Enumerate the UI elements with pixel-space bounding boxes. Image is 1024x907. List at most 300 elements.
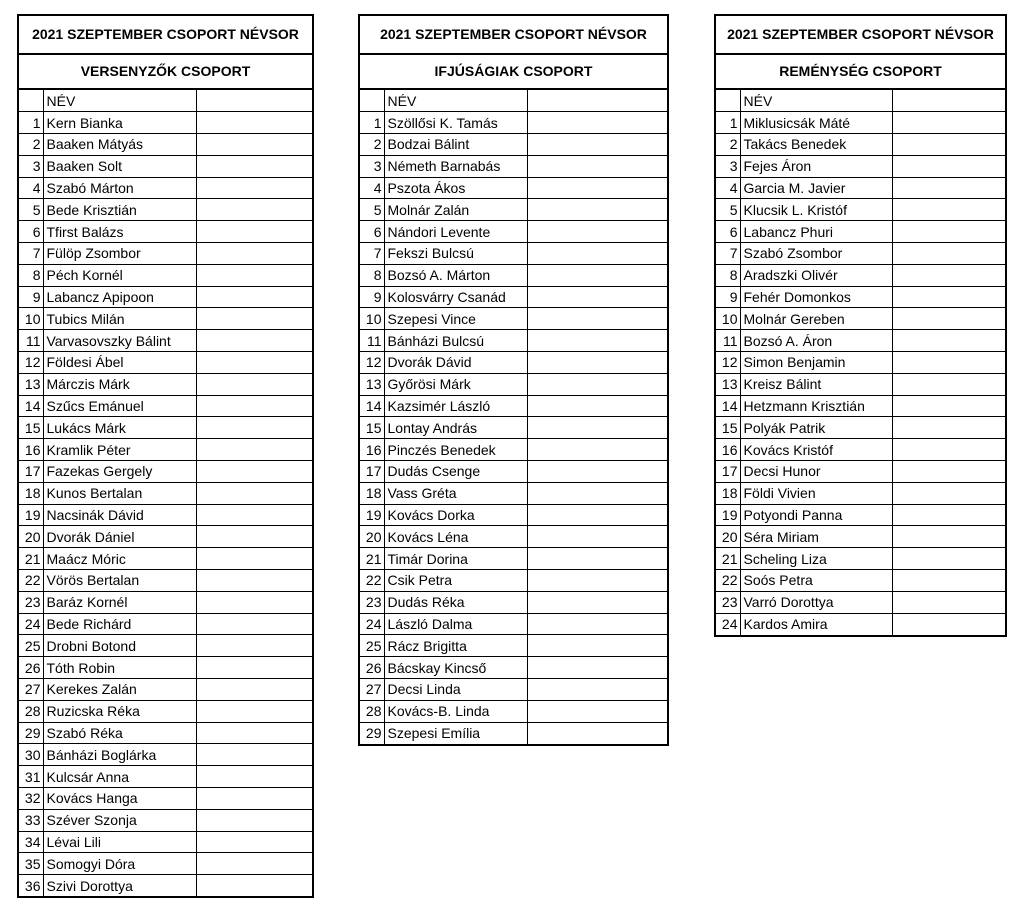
member-name: Széver Szonja <box>43 809 196 831</box>
table-row <box>716 330 1005 352</box>
member-name: Baaken Solt <box>43 155 196 177</box>
row-number: 20 <box>19 526 43 548</box>
blank-column-cell <box>892 155 1005 177</box>
blank-column-cell <box>196 461 312 483</box>
blank-column-cell <box>892 548 1005 570</box>
row-number: 20 <box>360 526 384 548</box>
row-number: 10 <box>360 308 384 330</box>
blank-column-cell <box>527 221 667 243</box>
member-name: Pinczés Benedek <box>384 439 527 461</box>
row-number: 27 <box>19 679 43 701</box>
table-row <box>360 199 667 221</box>
member-name: Bodzai Bálint <box>384 134 527 156</box>
blank-column-cell <box>196 330 312 352</box>
blank-column-cell <box>196 395 312 417</box>
member-name: Fehér Domonkos <box>740 286 892 308</box>
row-number: 6 <box>360 221 384 243</box>
roster-table-remenyseg <box>714 14 1007 637</box>
table-row <box>19 722 312 744</box>
blank-column-cell <box>892 352 1005 374</box>
row-number: 18 <box>716 482 740 504</box>
row-number: 20 <box>716 526 740 548</box>
row-number: 19 <box>716 504 740 526</box>
blank-column-cell <box>196 504 312 526</box>
row-number: 9 <box>360 286 384 308</box>
row-number: 13 <box>360 373 384 395</box>
blank-column-cell <box>527 155 667 177</box>
table-row <box>19 766 312 788</box>
table-row <box>19 570 312 592</box>
member-name: Kolosvárry Csanád <box>384 286 527 308</box>
row-number: 14 <box>19 395 43 417</box>
row-number: 25 <box>360 635 384 657</box>
name-column-header: NÉV <box>43 90 196 112</box>
member-name: Kerekes Zalán <box>43 679 196 701</box>
blank-column-cell <box>527 243 667 265</box>
table-row <box>19 264 312 286</box>
table-row <box>19 744 312 766</box>
member-name: Garcia M. Javier <box>740 177 892 199</box>
table-row <box>716 482 1005 504</box>
blank-column-cell <box>892 177 1005 199</box>
member-name: Bácskay Kincső <box>384 657 527 679</box>
row-number: 31 <box>19 766 43 788</box>
member-name: Dudás Réka <box>384 591 527 613</box>
blank-column-cell <box>196 635 312 657</box>
row-number: 17 <box>19 461 43 483</box>
member-name: Molnár Zalán <box>384 199 527 221</box>
member-name: Kazsimér László <box>384 395 527 417</box>
blank-column-cell <box>196 722 312 744</box>
row-number: 23 <box>716 591 740 613</box>
row-number: 7 <box>19 243 43 265</box>
member-name: Szivi Dorottya <box>43 875 196 897</box>
blank-column-cell <box>527 199 667 221</box>
member-name: Tfirst Balázs <box>43 221 196 243</box>
row-number: 15 <box>360 417 384 439</box>
blank-column-cell <box>892 90 1005 112</box>
member-name: Hetzmann Krisztián <box>740 395 892 417</box>
roster-table-ifjusagiak <box>358 14 669 746</box>
blank-column-cell <box>527 330 667 352</box>
member-name: Kovács Léna <box>384 526 527 548</box>
blank-column-cell <box>196 526 312 548</box>
row-number: 2 <box>19 134 43 156</box>
table-row <box>716 570 1005 592</box>
name-table <box>360 90 667 744</box>
blank-column-cell <box>527 570 667 592</box>
table-row <box>360 286 667 308</box>
number-header-cell <box>19 90 43 112</box>
blank-column-cell <box>527 352 667 374</box>
member-name: Földi Vivien <box>740 482 892 504</box>
blank-column-cell <box>527 134 667 156</box>
row-number: 5 <box>19 199 43 221</box>
row-number: 12 <box>716 352 740 374</box>
table-row <box>19 177 312 199</box>
row-number: 19 <box>19 504 43 526</box>
table-row <box>360 352 667 374</box>
table-row <box>360 439 667 461</box>
table-row <box>19 591 312 613</box>
table-row <box>716 548 1005 570</box>
table-row <box>716 134 1005 156</box>
blank-column-cell <box>196 570 312 592</box>
blank-column-cell <box>527 679 667 701</box>
member-name: László Dalma <box>384 613 527 635</box>
blank-column-cell <box>527 264 667 286</box>
table-row <box>19 439 312 461</box>
table-row <box>19 308 312 330</box>
blank-column-cell <box>527 439 667 461</box>
table-row <box>19 526 312 548</box>
member-name: Kovács-B. Linda <box>384 700 527 722</box>
row-number: 4 <box>19 177 43 199</box>
table-row <box>19 809 312 831</box>
member-name: Bede Richárd <box>43 613 196 635</box>
table-row <box>360 526 667 548</box>
row-number: 35 <box>19 853 43 875</box>
row-number: 24 <box>716 613 740 635</box>
blank-column-cell <box>527 591 667 613</box>
table-row <box>19 373 312 395</box>
member-name: Bede Krisztián <box>43 199 196 221</box>
table-row <box>19 199 312 221</box>
table-row <box>19 657 312 679</box>
blank-column-cell <box>196 221 312 243</box>
member-name: Kreisz Bálint <box>740 373 892 395</box>
row-number: 6 <box>716 221 740 243</box>
table-row <box>19 613 312 635</box>
member-name: Németh Barnabás <box>384 155 527 177</box>
row-number: 29 <box>360 722 384 744</box>
blank-column-cell <box>527 395 667 417</box>
member-name: Kramlik Péter <box>43 439 196 461</box>
blank-column-cell <box>196 788 312 810</box>
name-column-header: NÉV <box>384 90 527 112</box>
blank-column-cell <box>892 591 1005 613</box>
table-row <box>19 482 312 504</box>
table-row <box>19 831 312 853</box>
group-name: REMÉNYSÉG CSOPORT <box>716 55 1005 90</box>
table-row <box>716 504 1005 526</box>
row-number: 7 <box>716 243 740 265</box>
table-row <box>19 417 312 439</box>
member-name: Kovács Hanga <box>43 788 196 810</box>
row-number: 1 <box>19 112 43 134</box>
member-name: Szepesi Emília <box>384 722 527 744</box>
member-name: Győrösi Márk <box>384 373 527 395</box>
row-number: 13 <box>716 373 740 395</box>
row-number: 12 <box>360 352 384 374</box>
member-name: Klucsik L. Kristóf <box>740 199 892 221</box>
blank-column-cell <box>196 853 312 875</box>
row-number: 15 <box>716 417 740 439</box>
blank-column-cell <box>892 570 1005 592</box>
row-number: 22 <box>716 570 740 592</box>
member-name: Vass Gréta <box>384 482 527 504</box>
table-row <box>360 308 667 330</box>
table-row <box>716 461 1005 483</box>
row-number: 2 <box>360 134 384 156</box>
table-row <box>360 177 667 199</box>
roster-title: 2021 SZEPTEMBER CSOPORT NÉVSOR <box>360 16 667 55</box>
member-name: Decsi Hunor <box>740 461 892 483</box>
row-number: 11 <box>360 330 384 352</box>
row-number: 21 <box>360 548 384 570</box>
table-row <box>716 395 1005 417</box>
header-row <box>19 90 312 112</box>
number-header-cell <box>716 90 740 112</box>
row-number: 23 <box>19 591 43 613</box>
blank-column-cell <box>892 613 1005 635</box>
blank-column-cell <box>892 112 1005 134</box>
blank-column-cell <box>196 352 312 374</box>
table-row <box>716 439 1005 461</box>
member-name: Szöllősi K. Tamás <box>384 112 527 134</box>
member-name: Szűcs Emánuel <box>43 395 196 417</box>
row-number: 9 <box>19 286 43 308</box>
table-row <box>360 591 667 613</box>
row-number: 5 <box>360 199 384 221</box>
blank-column-cell <box>527 461 667 483</box>
blank-column-cell <box>892 461 1005 483</box>
member-name: Bánházi Boglárka <box>43 744 196 766</box>
row-number: 18 <box>19 482 43 504</box>
member-name: Varró Dorottya <box>740 591 892 613</box>
row-number: 30 <box>19 744 43 766</box>
table-row <box>360 613 667 635</box>
blank-column-cell <box>892 286 1005 308</box>
blank-column-cell <box>527 482 667 504</box>
blank-column-cell <box>527 286 667 308</box>
member-name: Timár Dorina <box>384 548 527 570</box>
member-name: Varvasovszky Bálint <box>43 330 196 352</box>
blank-column-cell <box>196 679 312 701</box>
row-number: 24 <box>19 613 43 635</box>
blank-column-cell <box>196 700 312 722</box>
row-number: 8 <box>360 264 384 286</box>
member-name: Maácz Móric <box>43 548 196 570</box>
blank-column-cell <box>892 504 1005 526</box>
table-row <box>360 461 667 483</box>
member-name: Bozsó A. Áron <box>740 330 892 352</box>
table-row <box>360 264 667 286</box>
row-number: 33 <box>19 809 43 831</box>
member-name: Kunos Bertalan <box>43 482 196 504</box>
blank-column-cell <box>892 526 1005 548</box>
member-name: Soós Petra <box>740 570 892 592</box>
row-number: 19 <box>360 504 384 526</box>
table-row <box>716 199 1005 221</box>
member-name: Szepesi Vince <box>384 308 527 330</box>
row-number: 21 <box>19 548 43 570</box>
row-number: 16 <box>716 439 740 461</box>
row-number: 6 <box>19 221 43 243</box>
member-name: Tóth Robin <box>43 657 196 679</box>
row-number: 34 <box>19 831 43 853</box>
blank-column-cell <box>196 90 312 112</box>
blank-column-cell <box>527 657 667 679</box>
table-row <box>360 657 667 679</box>
member-name: Takács Benedek <box>740 134 892 156</box>
member-name: Drobni Botond <box>43 635 196 657</box>
member-name: Lévai Lili <box>43 831 196 853</box>
blank-column-cell <box>196 809 312 831</box>
member-name: Simon Benjamin <box>740 352 892 374</box>
row-number: 4 <box>716 177 740 199</box>
row-number: 7 <box>360 243 384 265</box>
member-name: Rácz Brigitta <box>384 635 527 657</box>
table-row <box>19 134 312 156</box>
table-row <box>716 417 1005 439</box>
blank-column-cell <box>196 744 312 766</box>
row-number: 27 <box>360 679 384 701</box>
row-number: 3 <box>360 155 384 177</box>
row-number: 9 <box>716 286 740 308</box>
member-name: Péch Kornél <box>43 264 196 286</box>
table-row <box>19 853 312 875</box>
row-number: 5 <box>716 199 740 221</box>
table-row <box>19 875 312 897</box>
row-number: 11 <box>19 330 43 352</box>
blank-column-cell <box>196 831 312 853</box>
row-number: 28 <box>360 700 384 722</box>
member-name: Pszota Ákos <box>384 177 527 199</box>
member-name: Bozsó A. Márton <box>384 264 527 286</box>
table-row <box>19 352 312 374</box>
table-row <box>360 330 667 352</box>
name-column-header: NÉV <box>740 90 892 112</box>
member-name: Dudás Csenge <box>384 461 527 483</box>
table-row <box>360 722 667 744</box>
blank-column-cell <box>527 526 667 548</box>
row-number: 10 <box>716 308 740 330</box>
blank-column-cell <box>527 177 667 199</box>
row-number: 32 <box>19 788 43 810</box>
row-number: 8 <box>19 264 43 286</box>
row-number: 18 <box>360 482 384 504</box>
member-name: Fejes Áron <box>740 155 892 177</box>
table-row <box>19 112 312 134</box>
member-name: Vörös Bertalan <box>43 570 196 592</box>
row-number: 17 <box>716 461 740 483</box>
group-name: IFJÚSÁGIAK CSOPORT <box>360 55 667 90</box>
blank-column-cell <box>527 722 667 744</box>
row-number: 3 <box>19 155 43 177</box>
blank-column-cell <box>527 700 667 722</box>
row-number: 16 <box>19 439 43 461</box>
table-row <box>716 155 1005 177</box>
blank-column-cell <box>892 221 1005 243</box>
member-name: Dvorák Dávid <box>384 352 527 374</box>
table-row <box>716 308 1005 330</box>
blank-column-cell <box>196 134 312 156</box>
blank-column-cell <box>196 417 312 439</box>
blank-column-cell <box>196 657 312 679</box>
row-number: 16 <box>360 439 384 461</box>
table-row <box>716 591 1005 613</box>
blank-column-cell <box>196 112 312 134</box>
roster-title: 2021 SZEPTEMBER CSOPORT NÉVSOR <box>716 16 1005 55</box>
blank-column-cell <box>892 330 1005 352</box>
row-number: 36 <box>19 875 43 897</box>
blank-column-cell <box>527 308 667 330</box>
member-name: Decsi Linda <box>384 679 527 701</box>
member-name: Fülöp Zsombor <box>43 243 196 265</box>
blank-column-cell <box>196 766 312 788</box>
row-number: 10 <box>19 308 43 330</box>
table-row <box>360 373 667 395</box>
table-row <box>360 635 667 657</box>
table-row <box>19 221 312 243</box>
blank-column-cell <box>892 482 1005 504</box>
table-row <box>716 221 1005 243</box>
row-number: 1 <box>360 112 384 134</box>
member-name: Baráz Kornél <box>43 591 196 613</box>
row-number: 3 <box>716 155 740 177</box>
member-name: Baaken Mátyás <box>43 134 196 156</box>
member-name: Földesi Ábel <box>43 352 196 374</box>
row-number: 17 <box>360 461 384 483</box>
member-name: Dvorák Dániel <box>43 526 196 548</box>
row-number: 24 <box>360 613 384 635</box>
member-name: Kern Bianka <box>43 112 196 134</box>
blank-column-cell <box>196 177 312 199</box>
table-row <box>19 243 312 265</box>
roster-table-versenyzok <box>17 14 314 898</box>
member-name: Kulcsár Anna <box>43 766 196 788</box>
table-row <box>716 613 1005 635</box>
table-row <box>360 417 667 439</box>
member-name: Molnár Gereben <box>740 308 892 330</box>
row-number: 11 <box>716 330 740 352</box>
group-name: VERSENYZŐK CSOPORT <box>19 55 312 90</box>
member-name: Csik Petra <box>384 570 527 592</box>
member-name: Szabó Márton <box>43 177 196 199</box>
row-number: 15 <box>19 417 43 439</box>
blank-column-cell <box>196 482 312 504</box>
blank-column-cell <box>892 134 1005 156</box>
member-name: Tubics Milán <box>43 308 196 330</box>
blank-column-cell <box>196 199 312 221</box>
table-row <box>360 504 667 526</box>
blank-column-cell <box>892 395 1005 417</box>
roster-title: 2021 SZEPTEMBER CSOPORT NÉVSOR <box>19 16 312 55</box>
row-number: 28 <box>19 700 43 722</box>
row-number: 26 <box>360 657 384 679</box>
member-name: Aradszki Olivér <box>740 264 892 286</box>
table-row <box>360 112 667 134</box>
table-row <box>716 112 1005 134</box>
member-name: Fekszi Bulcsú <box>384 243 527 265</box>
table-row <box>360 155 667 177</box>
table-row <box>716 177 1005 199</box>
blank-column-cell <box>892 417 1005 439</box>
row-number: 22 <box>19 570 43 592</box>
number-header-cell <box>360 90 384 112</box>
member-name: Kovács Kristóf <box>740 439 892 461</box>
row-number: 8 <box>716 264 740 286</box>
blank-column-cell <box>196 264 312 286</box>
table-row <box>19 788 312 810</box>
member-name: Scheling Liza <box>740 548 892 570</box>
member-name: Miklusicsák Máté <box>740 112 892 134</box>
blank-column-cell <box>196 439 312 461</box>
row-number: 1 <box>716 112 740 134</box>
blank-column-cell <box>892 264 1005 286</box>
member-name: Labancz Phuri <box>740 221 892 243</box>
